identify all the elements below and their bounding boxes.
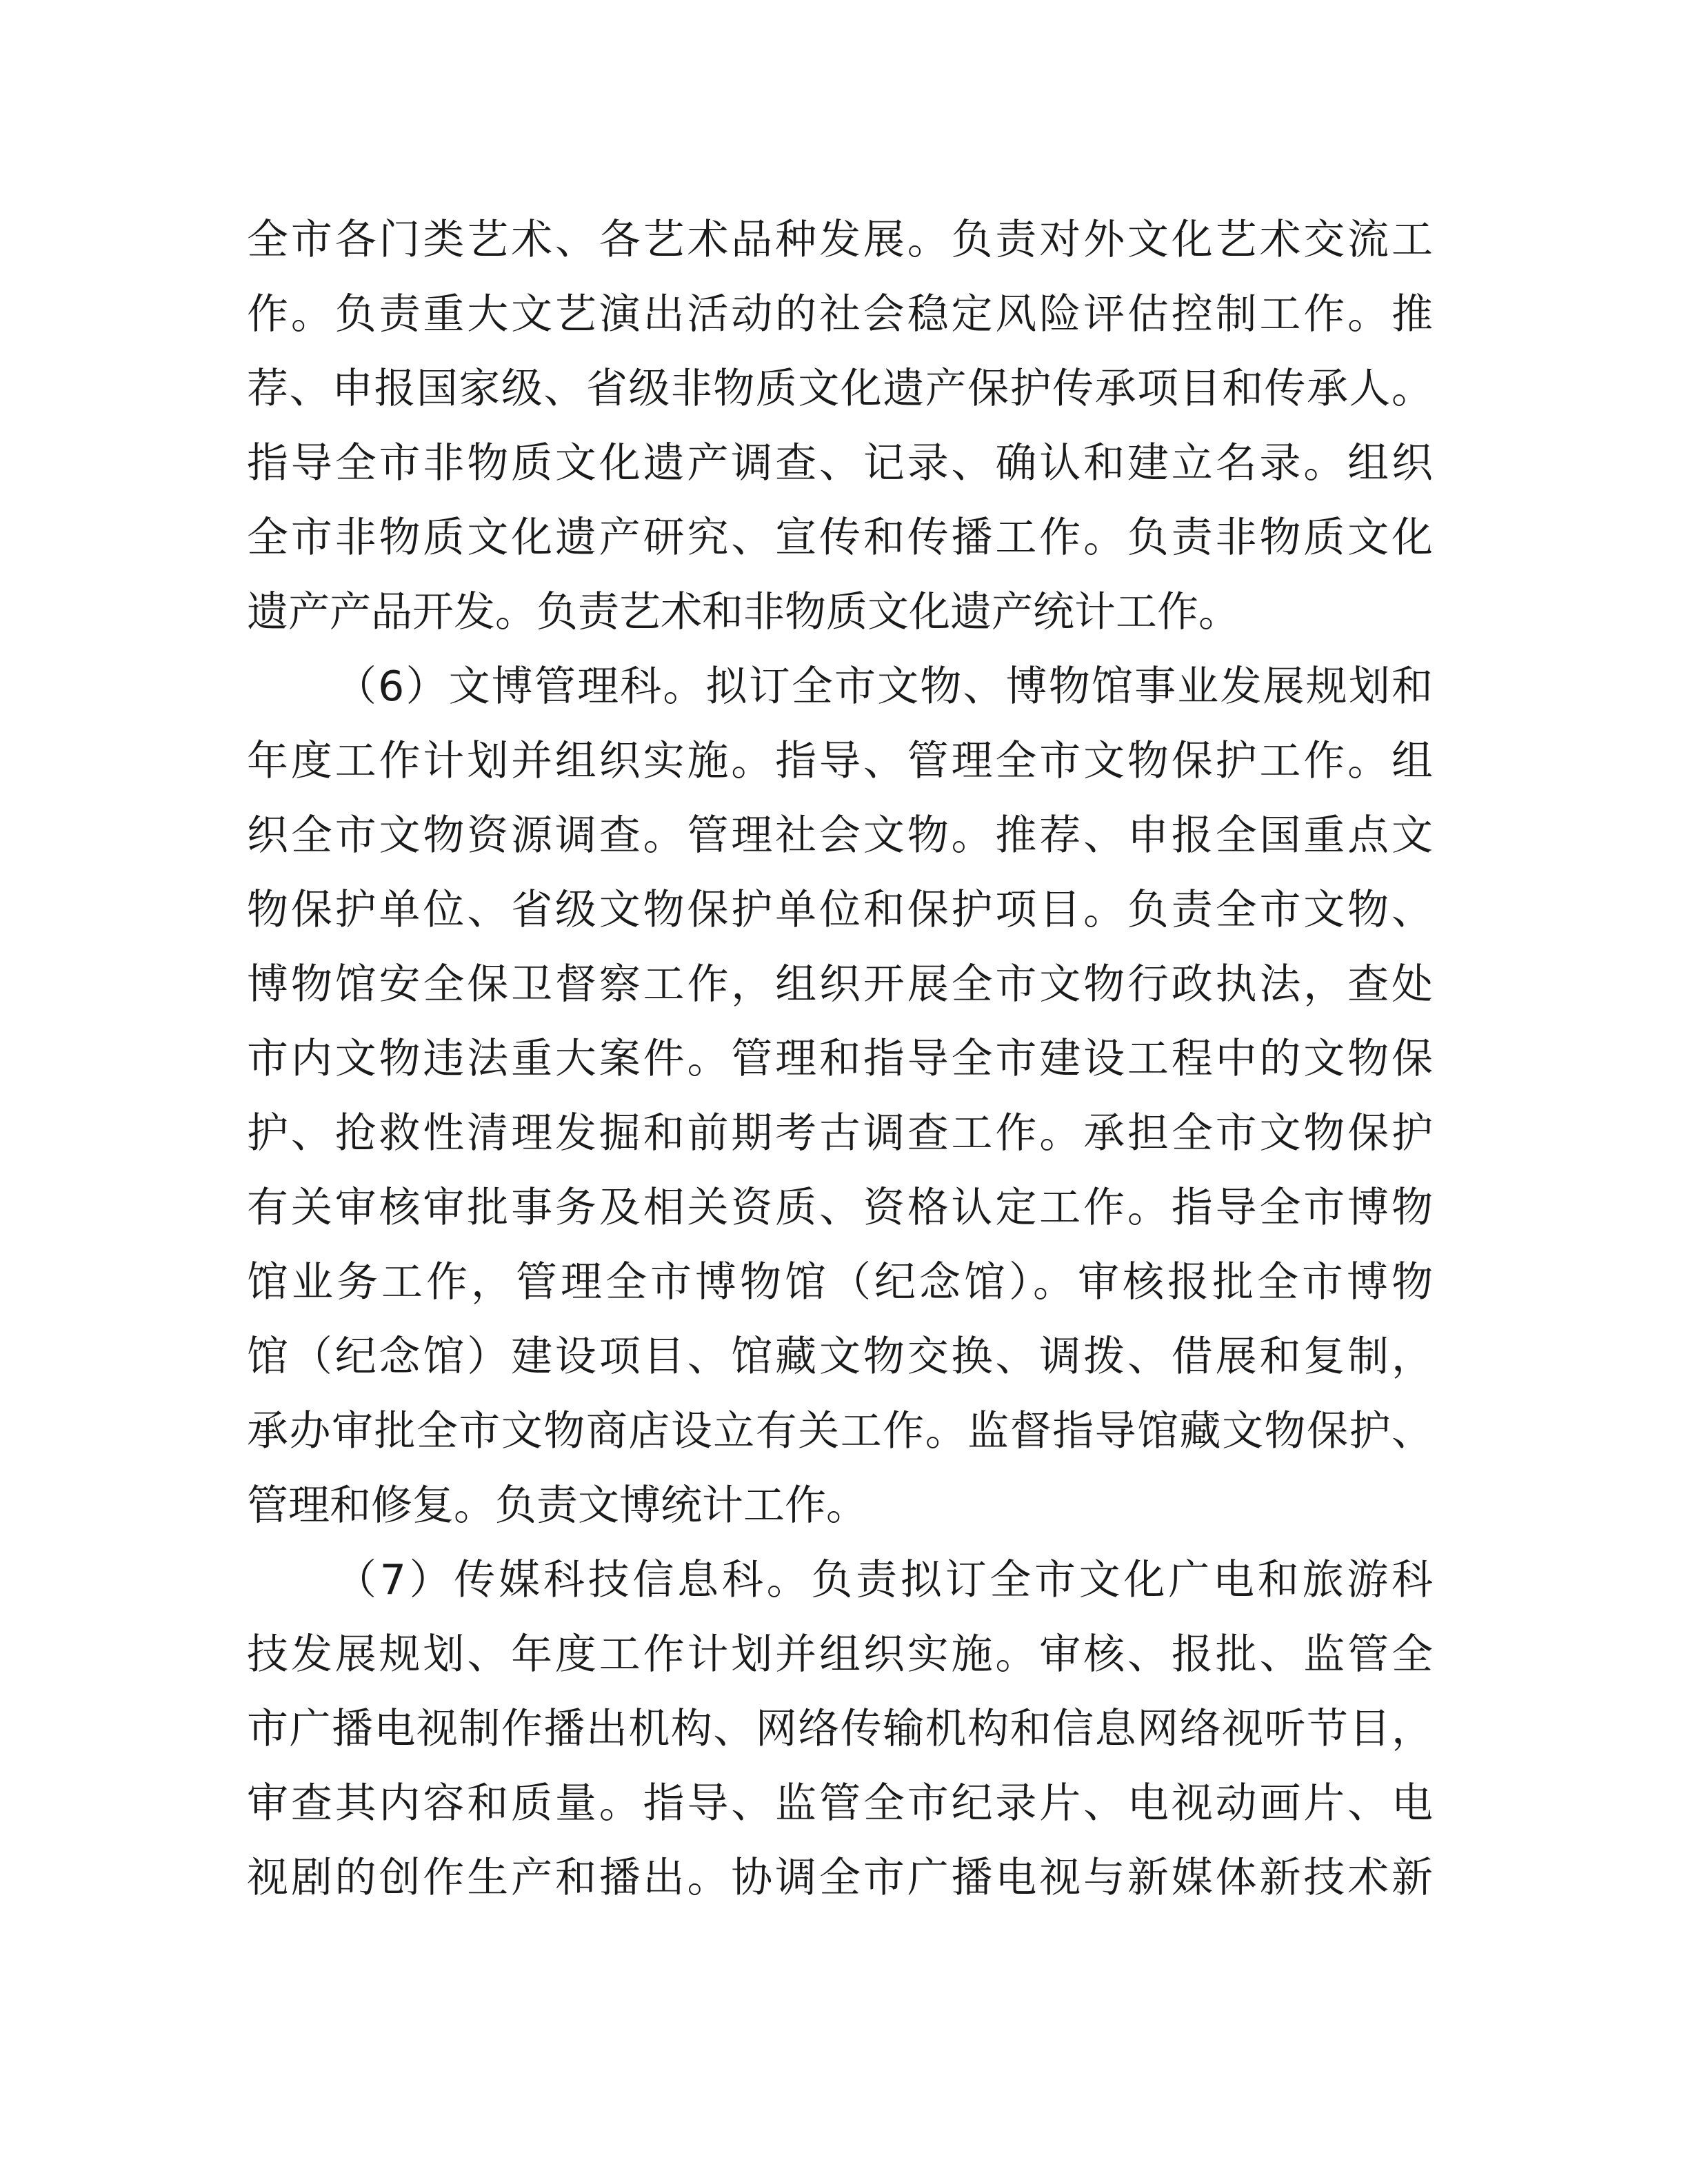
text-line: 审查其内容和质量。指导、监管全市纪录片、电视动画片、电 bbox=[247, 1779, 1433, 1828]
text-line: 技发展规划、年度工作计划并组织实施。审核、报批、监管全 bbox=[247, 1630, 1433, 1679]
text-line: 荐、申报国家级、省级非物质文化遗产保护传承项目和传承人。 bbox=[247, 365, 1433, 413]
text-line: 遗产产品开发。负责艺术和非物质文化遗产统计工作。 bbox=[247, 588, 1240, 636]
text-line: 馆（纪念馆）建设项目、馆藏文物交换、调拨、借展和复制， bbox=[247, 1333, 1433, 1381]
text-line: 指导全市非物质文化遗产调查、记录、确认和建立名录。组织 bbox=[247, 439, 1433, 487]
section-heading-line: （7）传媒科技信息科。负责拟订全市文化广电和旅游科 bbox=[335, 1556, 1433, 1604]
text-line: 织全市文物资源调查。管理社会文物。推荐、申报全国重点文 bbox=[247, 811, 1433, 860]
text-line: 市内文物违法重大案件。管理和指导全市建设工程中的文物保 bbox=[247, 1035, 1433, 1083]
text-line: 馆业务工作，管理全市博物馆（纪念馆）。审核报批全市博物 bbox=[247, 1258, 1433, 1306]
text-line: 视剧的创作生产和播出。协调全市广播电视与新媒体新技术新 bbox=[247, 1854, 1433, 1902]
text-line: 市广播电视制作播出机构、网络传输机构和信息网络视听节目， bbox=[247, 1705, 1433, 1753]
text-line: 全市非物质文化遗产研究、宣传和传播工作。负责非物质文化 bbox=[247, 514, 1433, 562]
text-line: 全市各门类艺术、各艺术品种发展。负责对外文化艺术交流工 bbox=[247, 216, 1433, 264]
text-line: 承办审批全市文物商店设立有关工作。监督指导馆藏文物保护、 bbox=[247, 1407, 1433, 1455]
text-line: 作。负责重大文艺演出活动的社会稳定风险评估控制工作。推 bbox=[247, 290, 1433, 338]
text-line: 护、抢救性清理发掘和前期考古调查工作。承担全市文物保护 bbox=[247, 1109, 1433, 1157]
text-line: 物保护单位、省级文物保护单位和保护项目。负责全市文物、 bbox=[247, 886, 1433, 934]
text-line: 管理和修复。负责文博统计工作。 bbox=[247, 1482, 867, 1530]
document-body bbox=[247, 203, 1433, 1915]
text-line: 博物馆安全保卫督察工作，组织开展全市文物行政执法，查处 bbox=[247, 960, 1433, 1009]
text-line: 有关审核审批事务及相关资质、资格认定工作。指导全市博物 bbox=[247, 1184, 1433, 1232]
text-line: 年度工作计划并组织实施。指导、管理全市文物保护工作。组 bbox=[247, 737, 1433, 785]
section-heading-line: （6）文博管理科。拟订全市文物、博物馆事业发展规划和 bbox=[335, 663, 1433, 711]
